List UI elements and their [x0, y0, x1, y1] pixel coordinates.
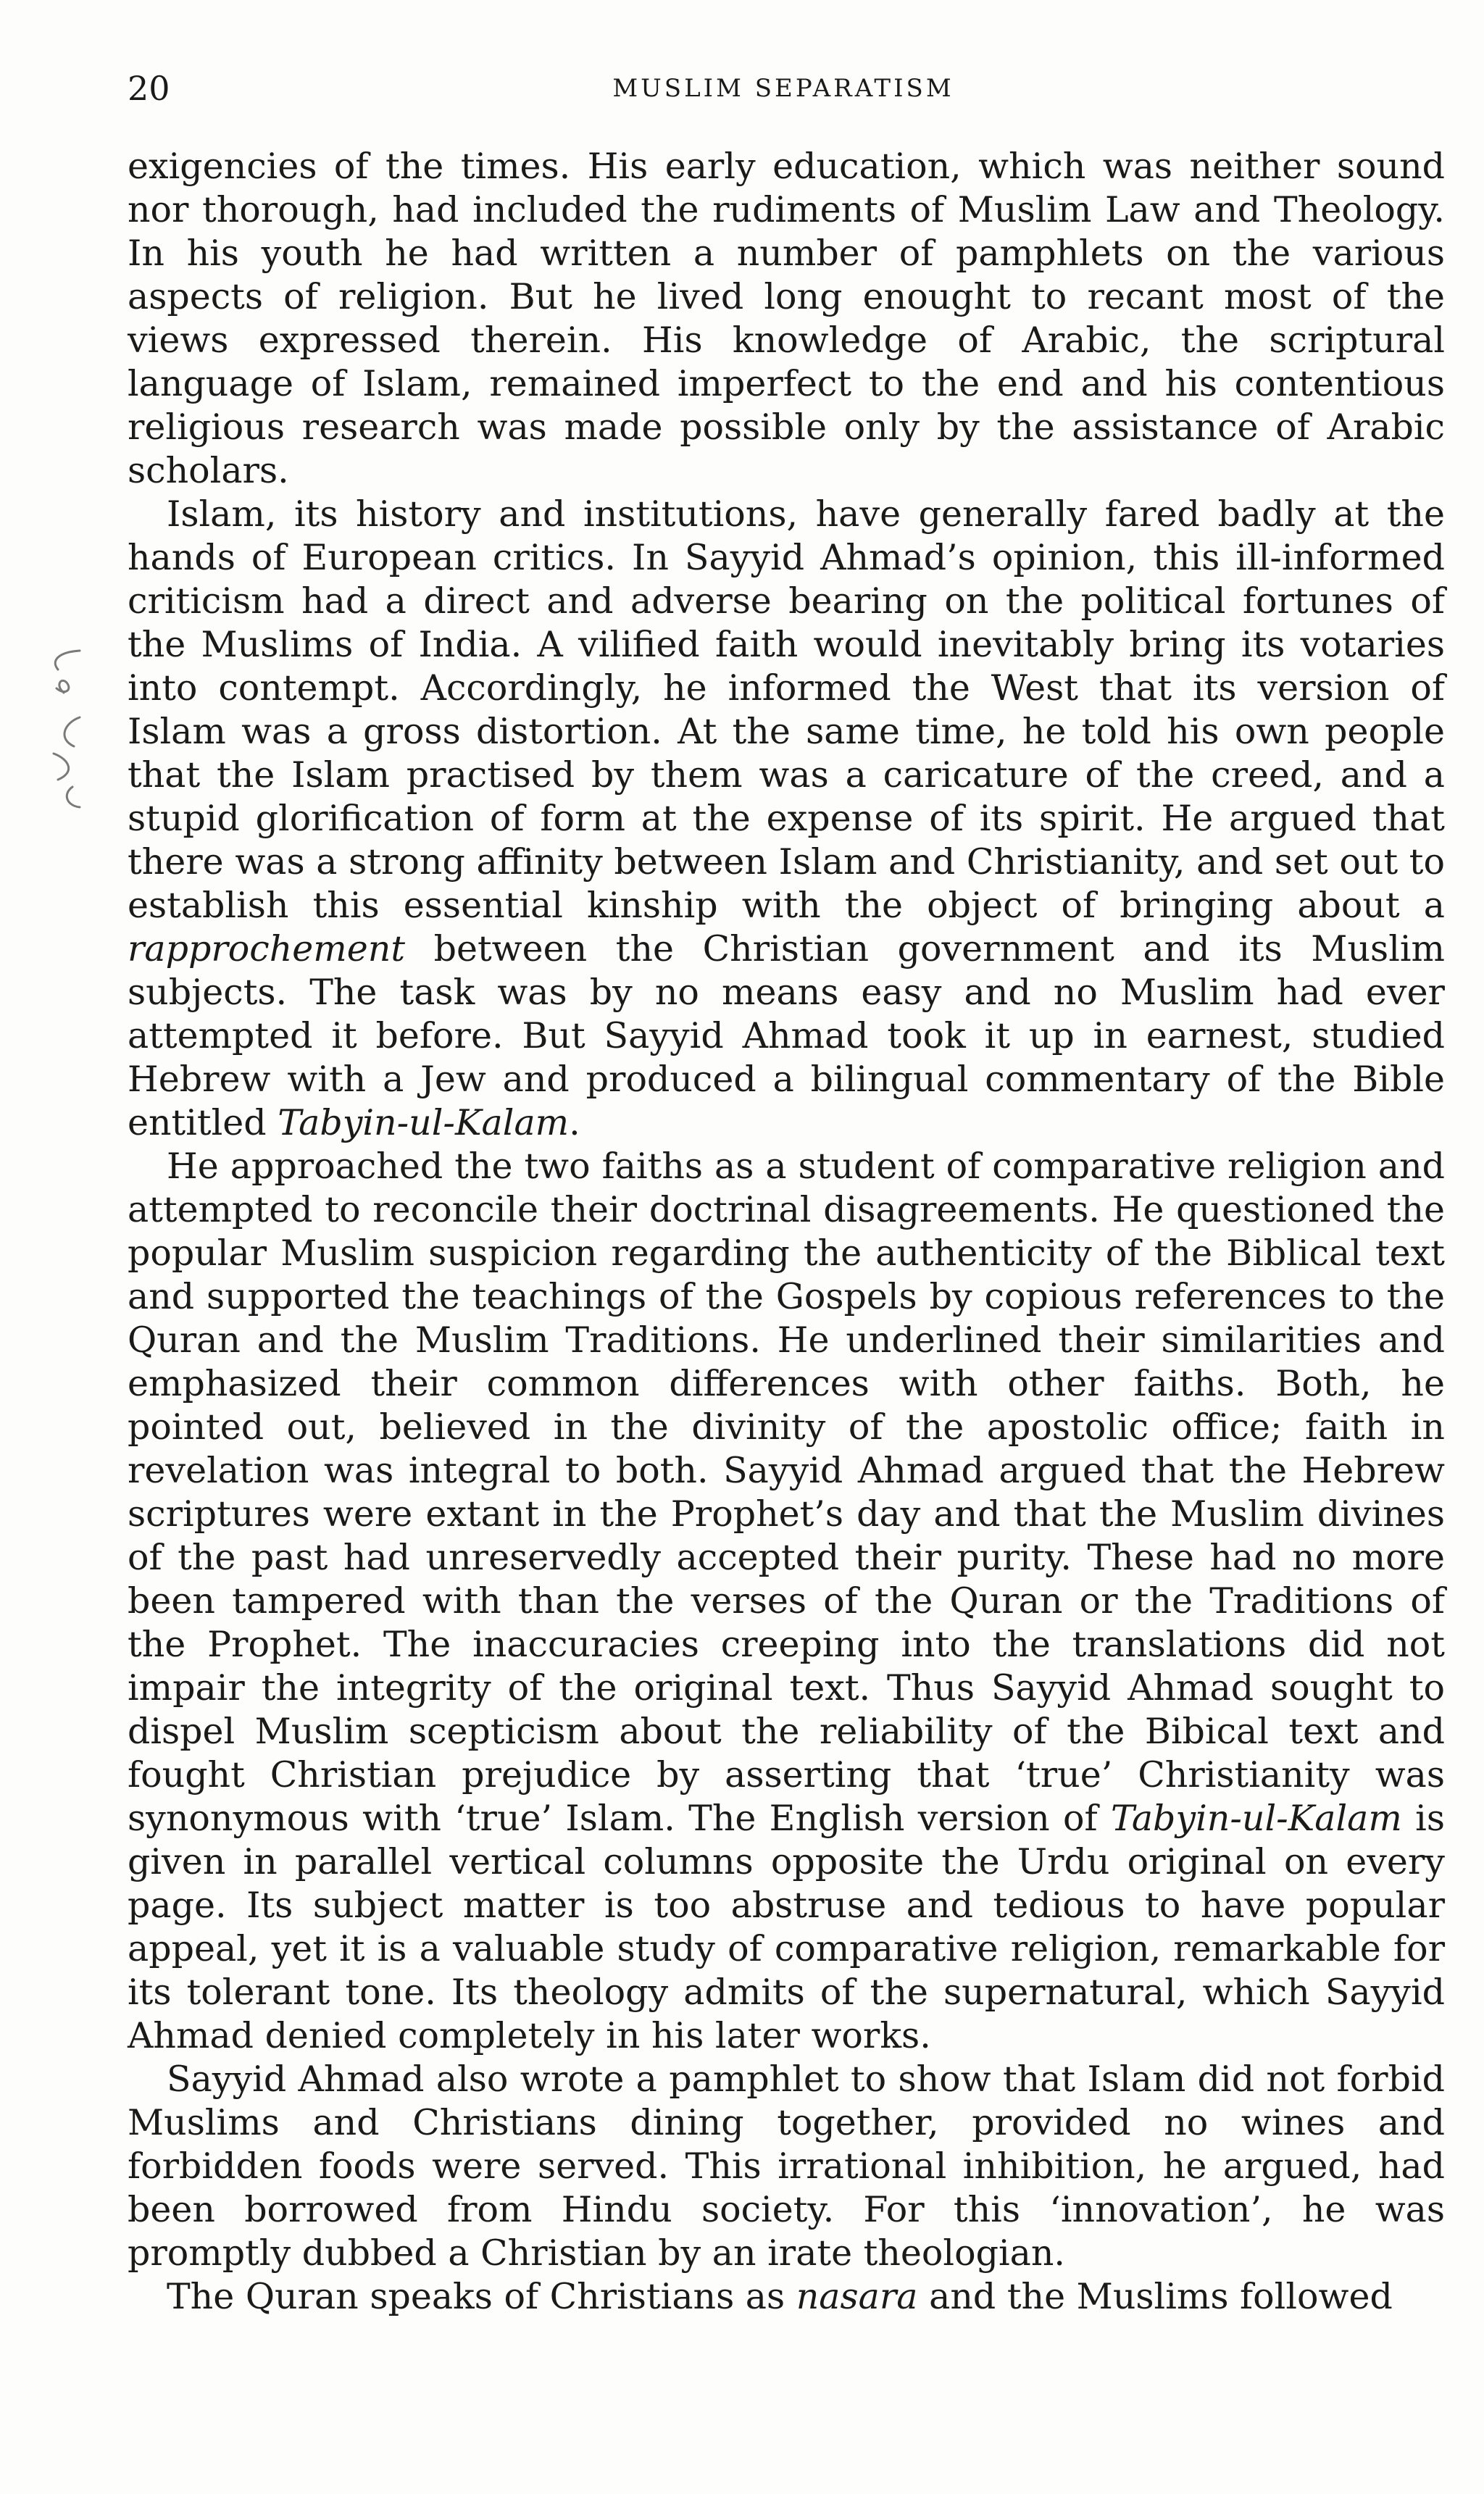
- paragraph-1: [128, 145, 1445, 493]
- running-title: MUSLIM SEPARATISM: [612, 74, 954, 103]
- page-header: [128, 67, 1439, 110]
- paragraph-text: is given in parallel vertical columns opposite the Urdu original on every page. Its subject matter is too abstruse and tedious to have popular appeal, yet it is a valuable study of comparative religion, remarkable for its tolerant tone. Its theology admits of the supernatural, which Sayyid Ahmad denied completely in his later works.: [128, 1798, 1445, 2056]
- paragraph-text: Islam, its history and institutions, have generally fared badly at the hands of European critics. In Sayyid Ahmad’s opinion, this ill-informed criticism had a direct and adverse bearing on the political fortunes of the Muslims of India. A vilified faith would inevitably bring its votaries into contempt. Accordingly, he informed the West that its version of Islam was a gross distortion. At the same time, he told his own people that the Islam practised by them was a caricature of the creed, and a stupid glorification of form at the expense of its spirit. He argued that there was a strong affinity between Islam and Christianity, and set out to establish this essential kinship with the object of bringing about a: [128, 493, 1445, 926]
- paragraph-text: .: [569, 1102, 580, 1143]
- handwritten-margin-annotation: [29, 645, 101, 812]
- paragraph-2: [128, 493, 1445, 1145]
- paragraph-3: [128, 1145, 1445, 2058]
- book-title: Tabyin-ul-Kalam: [278, 1102, 570, 1143]
- paragraph-text: between the Christian government and its Muslim subjects. The task was by no means easy and no Muslim had ever attempted it before. But Sayyid Ahmad took it up in earnest, studied Hebrew with a Jew and produced a bilingual commentary of the Bible entitled: [128, 928, 1445, 1143]
- page-number: 20: [128, 69, 170, 108]
- paragraph-text: Sayyid Ahmad also wrote a pamphlet to show that Islam did not forbid Muslims and Christians dining together, provided no wines and forbidden foods were served. This irrational inhibition, he argued, had been borrowed from Hindu society. For this ‘innovation’, he was promptly dubbed a Christian by an irate theologian.: [128, 2059, 1445, 2274]
- paragraph-text: The Quran speaks of Christians as: [167, 2276, 796, 2317]
- paragraph-5: [128, 2275, 1445, 2319]
- paragraph-text: He approached the two faiths as a student of comparative religion and attempted to reconcile their doctrinal disagreements. He questioned the popular Muslim suspicion regarding the authenticity of the Biblical text and supported the teachings of the Gospels by copious references to the Quran and the Muslim Traditions. He underlined their similarities and emphasized their common differences with other faiths. Both, he pointed out, believed in the divinity of the apostolic office; faith in revelation was integral to both. Sayyid Ahmad argued that the Hebrew scriptures were extant in the Prophet’s day and that the Muslim divines of the past had unreservedly accepted their purity. These had no more been tampered with than the verses of the Quran or the Traditions of the Prophet. The inaccuracies creeping into the translations did not impair the integrity of the original text. Thus Sayyid Ahmad sought to dispel Muslim scepticism about the reliability of the Bibical text and fought Christian prejudice by asserting that ‘true’ Christianity was synonymous with ‘true’ Islam. The English version of: [128, 1146, 1445, 1839]
- italic-term: nasara: [796, 2276, 918, 2317]
- paragraph-4: [128, 2058, 1445, 2275]
- book-title: Tabyin-ul-Kalam: [1110, 1798, 1402, 1839]
- body-text: [128, 145, 1445, 2319]
- italic-term: rapprochement: [128, 928, 406, 969]
- paragraph-text: exigencies of the times. His early education, which was neither sound nor thorough, had included the rudiments of Muslim Law and Theology. In his youth he had written a number of pamphlets on the various aspects of religion. But he lived long enought to recant most of the views expressed therein. His knowledge of Arabic, the scriptural language of Islam, remained imperfect to the end and his contentious religious research was made possible only by the assistance of Arabic scholars.: [128, 146, 1445, 491]
- paragraph-text: and the Muslims followed: [917, 2276, 1393, 2317]
